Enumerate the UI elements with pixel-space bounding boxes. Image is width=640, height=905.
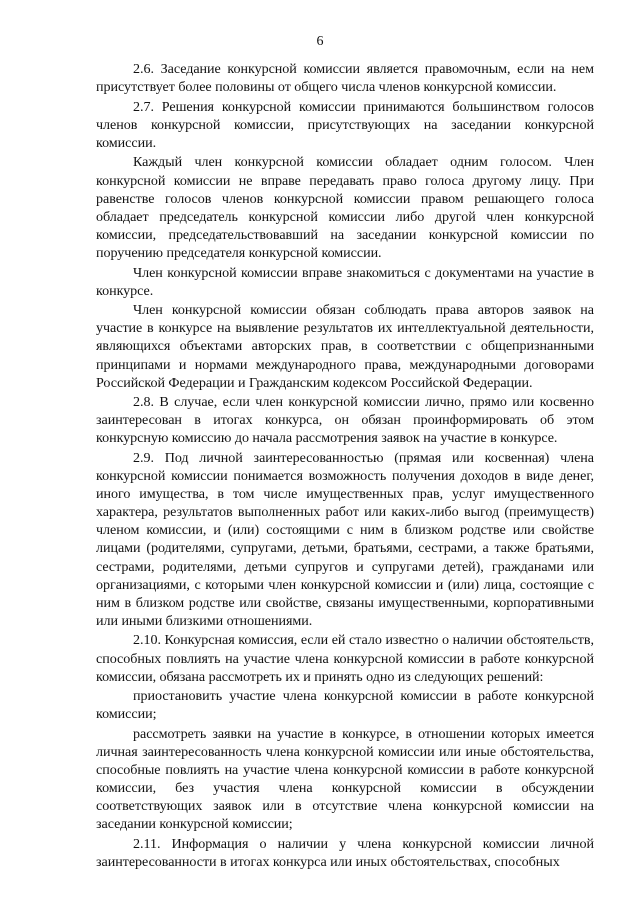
paragraph-voting: Каждый член конкурсной комиссии обладает одним голосом. Член конкурсной комиссии не вправе передавать право голоса другому лицу. При равенстве голосов членов конкурсной комиссии правом решающего голоса обладает председатель конкурсной комиссии либо другой член конкурсной комиссии, председательствовавший на заседании конкурсной комиссии по поручению председателя конкурсной комиссии. [96,154,594,261]
paragraph-2-11: 2.11. Информация о наличии у члена конкурсной комиссии личной заинтересованности в итогах конкурса или иных обстоятельствах, способных [96,835,594,871]
page-number: 6 [316,34,324,49]
paragraph-suspend-option: приостановить участие члена конкурсной комиссии в работе конкурсной комиссии; [96,688,594,723]
paragraph-2-7: 2.7. Решения конкурсной комиссии принимаются большинством голосов членов конкурсной комиссии, присутствующих на заседании конкурсной комиссии. [96,98,594,151]
paragraph-review-option: рассмотреть заявки на участие в конкурсе, в отношении которых имеется личная заинтересованность члена конкурсной комиссии или иные обстоятельства, способные повлиять на участие члена конкурсной комиссии в работе конкурсной комиссии, без участия члена конкурсной комиссии в обсуждении соответствующих заявок или в отсутствие члена конкурсной комиссии на заседании конкурсной комиссии; [96,725,594,833]
paragraph-2-6: 2.6. Заседание конкурсной комиссии является правомочным, если на нем присутствует более половины от общего числа членов конкурсной комиссии. [96,61,594,96]
paragraph-authors-rights: Член конкурсной комиссии обязан соблюдать права авторов заявок на участие в конкурсе на выявление результатов их интеллектуальной деятельности, являющихся объектами авторских прав, в соответствии с общепризнанными принципами и нормами международного права, международными договорами Российской Федерации и Гражданским кодексом Российской Федерации. [96,302,594,391]
paragraph-2-9: 2.9. Под личной заинтересованностью (прямая или косвенная) члена конкурсной комиссии понимается возможность получения доходов в виде денег, иного имущества, в том числе имущественных прав, услуг имущественного характера, результатов выполненных работ или каких-либо выгод (преимуществ) членом комиссии, и (или) состоящими с ним в близком родстве или свойстве лицами (родителями, супругами, детьми, братьями, сестрами, а также братьями, сестрами, родителями, детьми супругов и супругами детей), гражданами или организациями, с которыми член конкурсной комиссии и (или) лица, состоящие с ним в близком родстве или свойстве, связаны имущественными, корпоративными или иными близкими отношениями. [96,449,594,629]
paragraph-documents-access: Член конкурсной комиссии вправе знакомиться с документами на участие в конкурсе. [96,264,594,299]
paragraph-2-8: 2.8. В случае, если член конкурсной комиссии лично, прямо или косвенно заинтересован в итогах конкурса, он обязан проинформировать об этом конкурсную комиссию до начала рассмотрения заявок на участие в конкурсе. [96,394,594,447]
document-body [96,60,594,871]
paragraph-2-10: 2.10. Конкурсная комиссия, если ей стало известно о наличии обстоятельств, способных повлиять на участие члена конкурсной комиссии в работе конкурсной комиссии, обязана рассмотреть их и принять одно из следующих решений: [96,632,594,685]
